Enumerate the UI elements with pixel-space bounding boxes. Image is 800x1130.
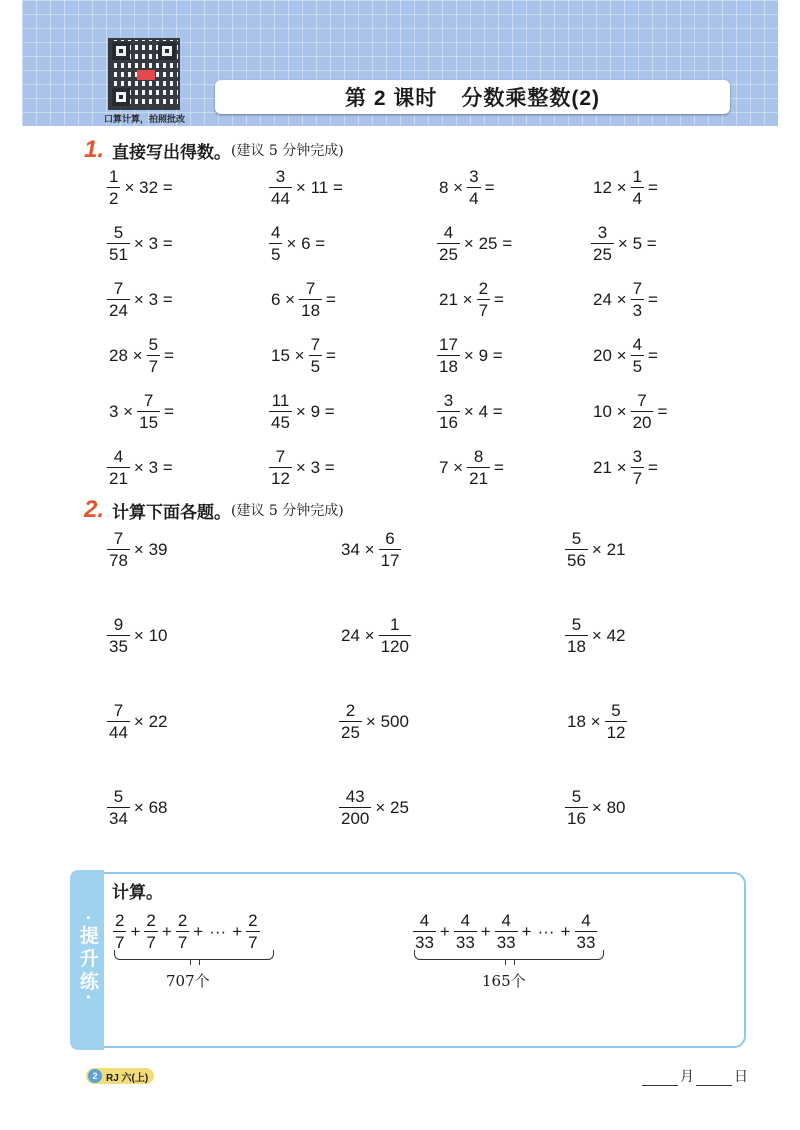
fraction — [631, 448, 644, 487]
plus-sign: + — [560, 921, 571, 941]
sum-expression-2 — [412, 912, 598, 951]
section-1-problem — [106, 392, 177, 431]
fraction — [113, 912, 126, 951]
fraction-denominator: 21 — [469, 469, 489, 488]
fraction-denominator: 120 — [380, 637, 409, 656]
expr-suffix: = — [484, 177, 495, 197]
fraction — [565, 616, 588, 655]
fraction-numerator: 2 — [248, 911, 258, 930]
fraction-numerator: 4 — [271, 223, 281, 242]
section-2-heading — [84, 496, 344, 524]
fraction — [379, 616, 411, 655]
fraction — [437, 392, 460, 431]
plus-sign: + — [439, 921, 450, 941]
expr-prefix: 8 × — [439, 177, 464, 197]
fraction — [565, 530, 588, 569]
fraction-numerator: 2 — [146, 911, 156, 930]
fraction — [631, 392, 654, 431]
expr-suffix: × 3 = — [295, 457, 335, 477]
extension-tab-label: ·提升练· — [76, 915, 98, 1005]
section-2-problem — [338, 616, 412, 655]
plus-sign: + — [161, 921, 172, 941]
day-blank[interactable] — [696, 1072, 732, 1086]
fraction-denominator: 56 — [567, 551, 586, 570]
fraction — [467, 448, 490, 487]
fraction-numerator: 3 — [469, 167, 479, 186]
fraction-denominator: 4 — [632, 189, 643, 208]
fraction-numerator: 3 — [275, 167, 286, 186]
section-1-problem — [268, 392, 338, 431]
section-2-problem — [106, 788, 170, 827]
plus-sign: + — [130, 921, 141, 941]
fraction-numerator: 5 — [571, 529, 582, 548]
section-2-problem — [338, 702, 412, 741]
fraction-numerator: 1 — [109, 167, 119, 186]
footer-book-badge — [86, 1068, 154, 1084]
fraction — [269, 224, 282, 263]
expr-suffix: = — [494, 457, 504, 477]
fraction-numerator: 5 — [571, 615, 582, 634]
fraction-denominator: 44 — [109, 723, 128, 742]
section-1-title: 直接写出得数。 — [112, 142, 232, 162]
section-2-problem — [106, 702, 170, 741]
fraction — [413, 912, 436, 951]
plus-sign: + — [232, 921, 243, 941]
lesson-label: 第 2 课时 — [344, 87, 438, 110]
expr-prefix: 21 × — [593, 457, 627, 477]
fraction-denominator: 33 — [415, 933, 434, 952]
expr-suffix: × 68 — [133, 797, 168, 817]
fraction-denominator: 7 — [632, 469, 643, 488]
expr-suffix: × 21 — [591, 539, 626, 559]
lesson-title: 分数乘整数(2) — [461, 87, 601, 110]
expr-suffix: = — [648, 289, 658, 309]
section-2-problem — [564, 530, 628, 569]
expr-suffix: = — [648, 457, 658, 477]
section-1-heading — [84, 136, 344, 164]
fraction-denominator: 16 — [439, 413, 458, 432]
section-1-problem — [436, 448, 507, 487]
section-1-problem — [106, 336, 177, 375]
fraction-numerator: 2 — [345, 701, 356, 720]
fraction-numerator: 9 — [113, 615, 124, 634]
fraction — [107, 168, 120, 207]
expr-suffix: × 3 = — [133, 233, 173, 253]
ellipsis: ··· — [209, 921, 227, 941]
fraction-denominator: 51 — [109, 245, 128, 264]
section-1-problem — [106, 168, 176, 207]
fraction — [246, 912, 259, 951]
fraction-denominator: 5 — [310, 357, 321, 376]
extension-heading: 计算。 — [112, 883, 163, 902]
fraction — [575, 912, 598, 951]
section-1-problem — [590, 280, 661, 319]
fraction — [107, 280, 130, 319]
expr-suffix: × 11 = — [295, 177, 343, 197]
section-2-problem — [106, 616, 170, 655]
fraction-numerator: 5 — [148, 335, 159, 354]
fraction-denominator: 44 — [271, 189, 290, 208]
fraction — [565, 788, 588, 827]
section-1-problem — [268, 224, 328, 263]
fraction-denominator: 3 — [632, 301, 643, 320]
fraction — [631, 336, 644, 375]
fraction-numerator: 7 — [143, 391, 154, 410]
fraction-denominator: 7 — [148, 357, 159, 376]
expr-suffix: × 4 = — [463, 401, 503, 421]
fraction-numerator: 5 — [113, 787, 124, 806]
fraction-denominator: 24 — [109, 301, 128, 320]
book-label: RJ 六(上) — [106, 1072, 149, 1084]
fraction — [107, 788, 130, 827]
fraction-numerator: 5 — [611, 701, 621, 720]
expr-suffix: × 25 — [375, 797, 409, 817]
expr-prefix: 12 × — [593, 177, 627, 197]
fraction-denominator: 7 — [478, 301, 489, 320]
fraction-numerator: 7 — [637, 391, 647, 410]
fraction-numerator: 2 — [115, 911, 125, 930]
expr-suffix: × 22 — [133, 711, 168, 731]
fraction — [144, 912, 157, 951]
fraction-numerator: 7 — [113, 529, 124, 548]
expr-suffix: = — [648, 345, 658, 365]
fraction-numerator: 4 — [443, 223, 454, 242]
section-1-problem — [106, 224, 176, 263]
fraction-denominator: 18 — [439, 357, 458, 376]
section-2-number: 2. — [84, 496, 105, 523]
fraction — [379, 530, 402, 569]
fraction — [269, 168, 292, 207]
expr-suffix: × 39 — [133, 539, 168, 559]
expr-prefix: 3 × — [109, 401, 134, 421]
section-1-problem — [268, 448, 338, 487]
section-1-problem — [268, 280, 339, 319]
fraction-numerator: 8 — [473, 447, 484, 466]
expr-suffix: × 10 — [133, 625, 168, 645]
fraction — [269, 392, 292, 431]
fraction-numerator: 4 — [581, 911, 591, 930]
section-2-title: 计算下面各题。 — [112, 502, 232, 522]
fraction-denominator: 45 — [271, 413, 290, 432]
expr-suffix: = — [164, 345, 174, 365]
fraction-numerator: 11 — [271, 391, 290, 410]
section-2-problem — [106, 530, 170, 569]
day-label: 日 — [734, 1068, 748, 1084]
fraction-numerator: 1 — [390, 615, 400, 634]
page-title — [215, 80, 730, 114]
expr-prefix: 15 × — [271, 345, 305, 365]
fraction-numerator: 4 — [460, 911, 471, 930]
fraction-numerator: 17 — [439, 335, 458, 354]
expr-suffix: = — [326, 289, 336, 309]
section-2-problem — [338, 788, 412, 827]
fraction — [107, 224, 130, 263]
fraction-numerator: 7 — [305, 279, 316, 298]
fraction — [605, 702, 628, 741]
fraction-denominator: 18 — [301, 301, 321, 320]
expr-prefix: 24 × — [341, 625, 375, 645]
section-1-problem — [590, 336, 661, 375]
fraction-numerator: 4 — [113, 447, 124, 466]
qr-code-icon[interactable] — [108, 38, 180, 110]
fraction-numerator: 2 — [177, 911, 188, 930]
fraction-denominator: 12 — [606, 723, 626, 742]
fraction — [339, 702, 362, 741]
plus-sign: + — [480, 921, 491, 941]
fraction-denominator: 34 — [109, 809, 128, 828]
expr-prefix: 34 × — [341, 539, 375, 559]
expr-suffix: = — [657, 401, 668, 421]
expr-suffix: × 3 = — [133, 289, 173, 309]
fraction — [309, 336, 322, 375]
fraction-numerator: 5 — [113, 223, 124, 242]
section-1-note: (建议 5 分钟完成) — [231, 143, 344, 159]
fraction — [631, 168, 644, 207]
expr-suffix: = — [494, 289, 504, 309]
fraction-numerator: 4 — [632, 335, 643, 354]
fraction-numerator: 7 — [113, 701, 124, 720]
month-label: 月 — [680, 1068, 694, 1084]
extension-tab — [70, 870, 104, 1050]
fraction-denominator: 200 — [341, 809, 370, 828]
section-1-problem — [436, 168, 498, 207]
section-1-problem — [106, 280, 176, 319]
extension-box — [82, 872, 746, 1048]
fraction-numerator: 7 — [113, 279, 124, 298]
fraction-denominator: 15 — [139, 413, 159, 432]
section-2-problem — [564, 616, 628, 655]
date-field — [640, 1066, 748, 1086]
fraction-denominator: 2 — [109, 189, 119, 208]
expr-prefix: 7 × — [439, 457, 464, 477]
qr-caption: 口算计算，拍照批改 — [104, 114, 186, 124]
section-1-number: 1. — [84, 136, 105, 163]
fraction-numerator: 2 — [478, 279, 489, 298]
expr-suffix: × 42 — [591, 625, 626, 645]
expr-prefix: 6 × — [271, 289, 296, 309]
expr-prefix: 20 × — [593, 345, 627, 365]
section-1-problem — [268, 168, 346, 207]
fraction-numerator: 43 — [345, 787, 365, 806]
expr-prefix: 18 × — [567, 711, 601, 731]
expr-suffix: × 9 = — [463, 345, 503, 365]
brace-2 — [414, 950, 604, 960]
fraction — [495, 912, 518, 951]
fraction-denominator: 12 — [271, 469, 290, 488]
fraction-denominator: 16 — [567, 809, 586, 828]
sum-expression-1 — [112, 912, 261, 951]
expr-suffix: × 500 — [365, 711, 409, 731]
fraction-numerator: 3 — [597, 223, 608, 242]
fraction-numerator: 6 — [385, 529, 395, 548]
fraction — [107, 448, 130, 487]
expr-suffix: × 32 = — [124, 177, 173, 197]
fraction — [631, 280, 644, 319]
expr-suffix: × 9 = — [295, 401, 335, 421]
fraction — [339, 788, 371, 827]
fraction-denominator: 33 — [576, 933, 596, 952]
expr-suffix: = — [326, 345, 336, 365]
expr-suffix: × 25 = — [463, 233, 513, 253]
fraction-denominator: 35 — [109, 637, 128, 656]
fraction — [269, 448, 292, 487]
fraction-numerator: 3 — [443, 391, 454, 410]
section-2-problem — [564, 788, 628, 827]
fraction-numerator: 5 — [571, 787, 582, 806]
fraction — [591, 224, 614, 263]
fraction — [176, 912, 189, 951]
fraction-numerator: 3 — [632, 447, 643, 466]
fraction-denominator: 33 — [496, 933, 516, 952]
expr-suffix: = — [648, 177, 658, 197]
expr-prefix: 10 × — [593, 401, 627, 421]
section-1-problem — [436, 224, 515, 263]
fraction — [137, 392, 160, 431]
fraction-denominator: 21 — [109, 469, 128, 488]
fraction-numerator: 4 — [501, 911, 511, 930]
section-1-problem — [590, 224, 660, 263]
expr-prefix: 28 × — [109, 345, 143, 365]
section-2-problem — [564, 702, 628, 741]
fraction-denominator: 25 — [341, 723, 360, 742]
section-2-note: (建议 5 分钟完成) — [231, 503, 344, 519]
fraction — [477, 280, 490, 319]
fraction-numerator: 7 — [632, 279, 643, 298]
month-blank[interactable] — [642, 1072, 678, 1086]
fraction-numerator: 4 — [419, 911, 430, 930]
fraction — [437, 336, 460, 375]
fraction — [107, 702, 130, 741]
fraction-denominator: 5 — [632, 357, 643, 376]
fraction-denominator: 7 — [248, 933, 258, 952]
fraction-denominator: 18 — [567, 637, 586, 656]
expr-suffix: = — [164, 401, 174, 421]
fraction — [107, 530, 130, 569]
fraction — [107, 616, 130, 655]
section-1-problem — [590, 168, 661, 207]
fraction — [454, 912, 477, 951]
expr-prefix: 21 × — [439, 289, 473, 309]
expr-suffix: × 6 = — [286, 233, 326, 253]
fraction-denominator: 7 — [115, 933, 125, 952]
section-1-problem — [590, 392, 670, 431]
fraction — [299, 280, 322, 319]
section-1-problem — [268, 336, 339, 375]
plus-sign: + — [193, 921, 204, 941]
fraction-denominator: 7 — [146, 933, 156, 952]
fraction-denominator: 20 — [632, 413, 652, 432]
expr-suffix: × 5 = — [617, 233, 657, 253]
section-1-problem — [590, 448, 661, 487]
fraction-denominator: 25 — [593, 245, 612, 264]
sum-2-count: 165个 — [482, 972, 526, 990]
section-1-problem — [436, 392, 506, 431]
fraction — [147, 336, 160, 375]
fraction-denominator: 5 — [271, 245, 281, 264]
fraction-denominator: 33 — [455, 933, 475, 952]
ellipsis: ··· — [537, 921, 555, 941]
expr-suffix: × 80 — [591, 797, 626, 817]
sum-1-count: 707个 — [166, 972, 210, 990]
fraction-denominator: 7 — [177, 933, 188, 952]
plus-sign: + — [521, 921, 532, 941]
fraction-numerator: 1 — [632, 167, 643, 186]
fraction-denominator: 78 — [109, 551, 128, 570]
expr-suffix: × 3 = — [133, 457, 173, 477]
fraction-denominator: 17 — [380, 551, 400, 570]
section-1-problem — [436, 336, 506, 375]
brace-1 — [114, 950, 274, 960]
fraction-numerator: 7 — [275, 447, 286, 466]
fraction-denominator: 4 — [469, 189, 479, 208]
section-1-problem — [106, 448, 176, 487]
page-number: 2 — [88, 1069, 102, 1083]
fraction — [437, 224, 460, 263]
fraction-denominator: 25 — [439, 245, 458, 264]
fraction-numerator: 7 — [310, 335, 321, 354]
expr-prefix: 24 × — [593, 289, 627, 309]
section-1-problem — [436, 280, 507, 319]
fraction — [467, 168, 480, 207]
section-2-problem — [338, 530, 402, 569]
